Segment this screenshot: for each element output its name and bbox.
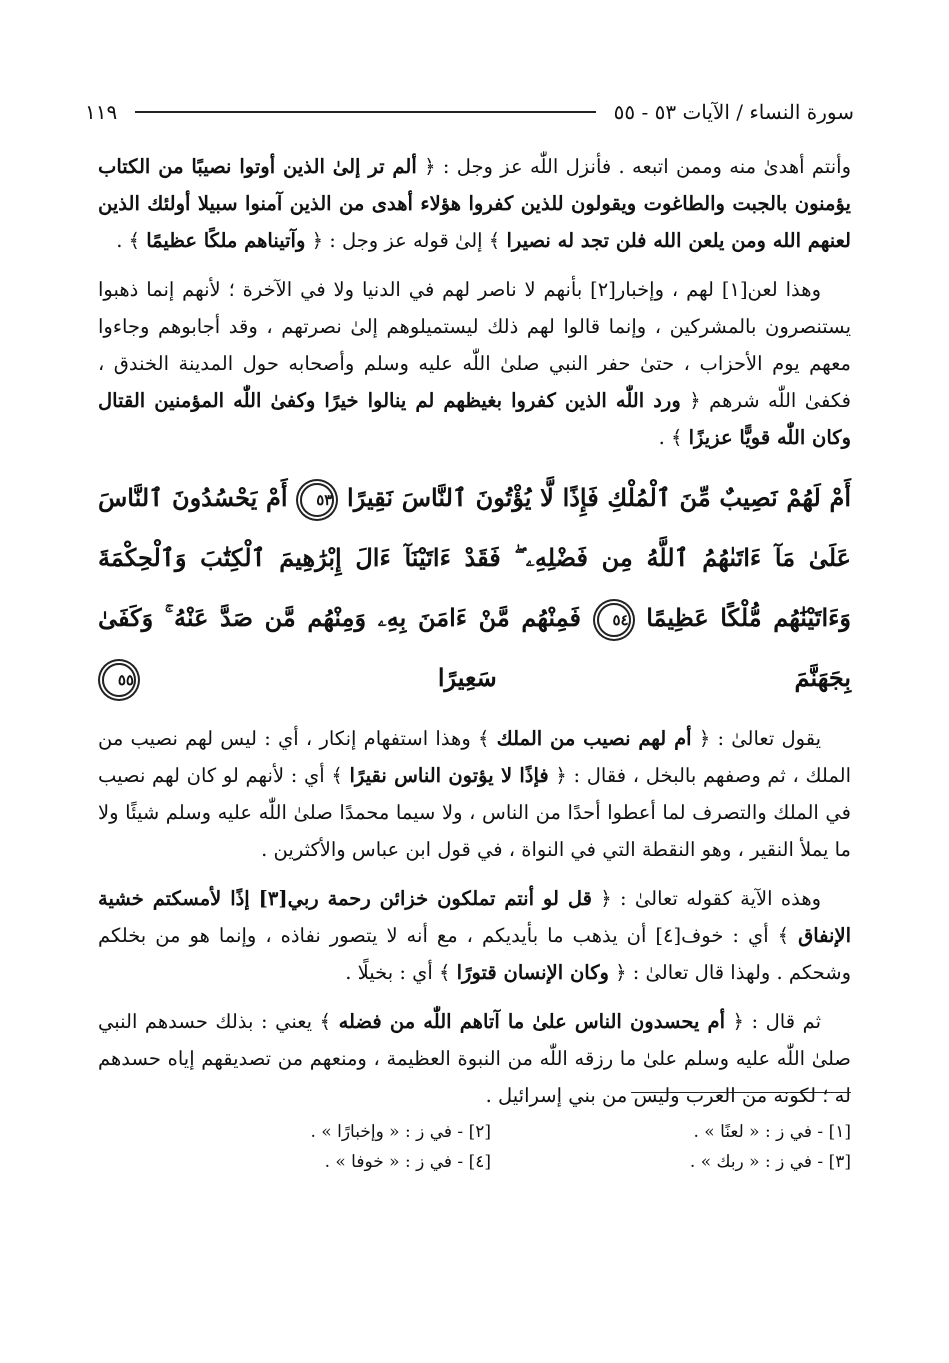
text-span: ﴾ أي : خوف[٤] أن يذهب ما بأيديكم ، مع أنه لا يتصور نفاذه ، وإنما هو من بخلكم وشحكم . ولهذا قال تعالىٰ : ﴿ (98, 924, 851, 984)
text-span: وهذا لعن[١] لهم ، وإخبار[٢] بأنهم لا ناصر لهم في الدنيا ولا في الآخرة ؛ لأنهم إنما ذهبوا يستنصرون بالمشركين ، وإنما قالوا لهم ذلك ليستميلوهم إلىٰ نصرتهم ، وقد أجابوهم وجاءوا معهم يوم الأحزاب ، حتىٰ حفر النبي صلىٰ اللّٰه عليه وسلم وأصحابه حول المدينة الخندق ، فكفىٰ اللّٰه شرهم ﴿ (98, 278, 852, 412)
footnote-1: [١] - في ز : « لعنًا » . (693, 1122, 851, 1142)
text-span: ﴾ إلىٰ قوله عز وجل : ﴿ (311, 229, 501, 252)
quran-quote: أم لهم نصيب من الملك (496, 727, 692, 750)
quran-quote: وكان الإنسان قتورًا (456, 961, 609, 984)
verse-55: فَمِنْهُم مَّنْ ءَامَنَ بِهِۦ وَمِنْهُم مَّن صَدَّ عَنْهُ ۚ وَكَفَىٰ بِجَهَنَّمَ سَعِيرًا (98, 603, 851, 692)
page-header (85, 92, 854, 132)
text-span: ﴾ أي : بخيلًا . (345, 961, 451, 984)
running-title: سورة النساء / الآيات ٥٣ - ٥٥ (613, 100, 854, 124)
quran-quote: ورد اللّٰه الذين كفروا بغيظهم لم ينالوا خيرًا وكفىٰ اللّٰه المؤمنين القتال وكان اللّٰه قويًّا عزيزًا (98, 389, 851, 449)
text-span: وهذه الآية كقوله تعالىٰ : ﴿ (600, 887, 822, 910)
footnote-3: [٣] - في ز : « ربك » . (689, 1152, 851, 1172)
paragraph-2 (98, 271, 851, 456)
quran-quote: قل لو أنتم تملكون خزائن رحمة ربي[٣] إذًا لأمسكتم خشية الإنفاق (98, 887, 851, 947)
footnotes (201, 1122, 851, 1172)
quran-quote: فإذًا لا يؤتون الناس نقيرًا (349, 764, 549, 787)
quran-verses-block (98, 468, 851, 708)
quran-quote: أم يحسدون الناس علىٰ ما آتاهم اللّٰه من فضله (338, 1010, 725, 1033)
text-span: ﴾ . (658, 426, 683, 449)
page-body (98, 148, 851, 1126)
page-number: ١١٩ (85, 100, 118, 124)
ayah-number-mark: ٥٣ (300, 483, 334, 517)
paragraph-5 (98, 1003, 851, 1114)
text-span: وأنتم أهدىٰ منه وممن اتبعه . فأنزل اللّٰه عز وجل : ﴿ (424, 155, 851, 178)
text-span: ثم قال : ﴿ (732, 1010, 822, 1033)
verse-54: أَمْ يَحْسُدُونَ ٱلنَّاسَ عَلَىٰ مَآ ءَاتَىٰهُمُ ٱللَّهُ مِن فَضْلِهِۦ ۖ فَقَدْ ءَاتَيْنَآ ءَالَ إِبْرَٰهِيمَ ٱلْكِتَٰبَ وَٱلْحِكْمَةَ وَءَاتَيْنَٰهُم مُّلْكًا عَظِيمًا (98, 483, 851, 632)
ayah-number-mark: ٥٤ (597, 603, 631, 637)
text-span: ﴾ يعني : بذلك حسدهم النبي صلىٰ اللّٰه عليه وسلم علىٰ ما رزقه اللّٰه من النبوة العظيمة ، ومنعهم من تصديقهم إياه حسدهم له ؛ لكونه من العرب وليس من بني إسرائيل . (98, 1010, 851, 1107)
text-span: ﴾ . (116, 229, 141, 252)
text-span: ﴾ أي : لأنهم لو كان لهم نصيب في الملك والتصرف لما أعطوا أحدًا من الناس ، ولا سيما محمدًا صلىٰ اللّٰه عليه وسلم شيئًا ولا ما يملأ النقير ، وهو النقطة التي في النواة ، في قول ابن عباس والأكثرين . (98, 764, 851, 861)
verse-53: أَمْ لَهُمْ نَصِيبٌ مِّنَ ٱلْمُلْكِ فَإِذًا لَّا يُؤْتُونَ ٱلنَّاسَ نَقِيرًا (347, 483, 852, 512)
text-span: ﴾ وهذا استفهام إنكار ، أي : ليس لهم نصيب من الملك ، ثم وصفهم بالبخل ، فقال : ﴿ (98, 727, 852, 787)
footnote-separator (631, 1092, 851, 1093)
quran-quote: وآتيناهم ملكًا عظيمًا (146, 229, 306, 252)
ayah-number-mark: ٥٥ (102, 663, 136, 697)
paragraph-1 (98, 148, 851, 259)
text-span: يقول تعالىٰ : ﴿ (698, 727, 822, 750)
paragraph-4 (98, 880, 851, 991)
header-rule (135, 111, 595, 113)
quran-quote: ألم تر إلىٰ الذين أوتوا نصيبًا من الكتاب يؤمنون بالجبت والطاغوت ويقولون للذين كفروا هؤلاء أهدى من الذين آمنوا سبيلا أولئك الذين لعنهم الله ومن يلعن الله فلن تجد له نصيرا (98, 155, 851, 252)
footnote-4: [٤] - في ز : « خوفا » . (324, 1152, 491, 1172)
paragraph-3 (98, 720, 851, 868)
footnote-2: [٢] - في ز : « وإخبارًا » . (310, 1122, 491, 1142)
